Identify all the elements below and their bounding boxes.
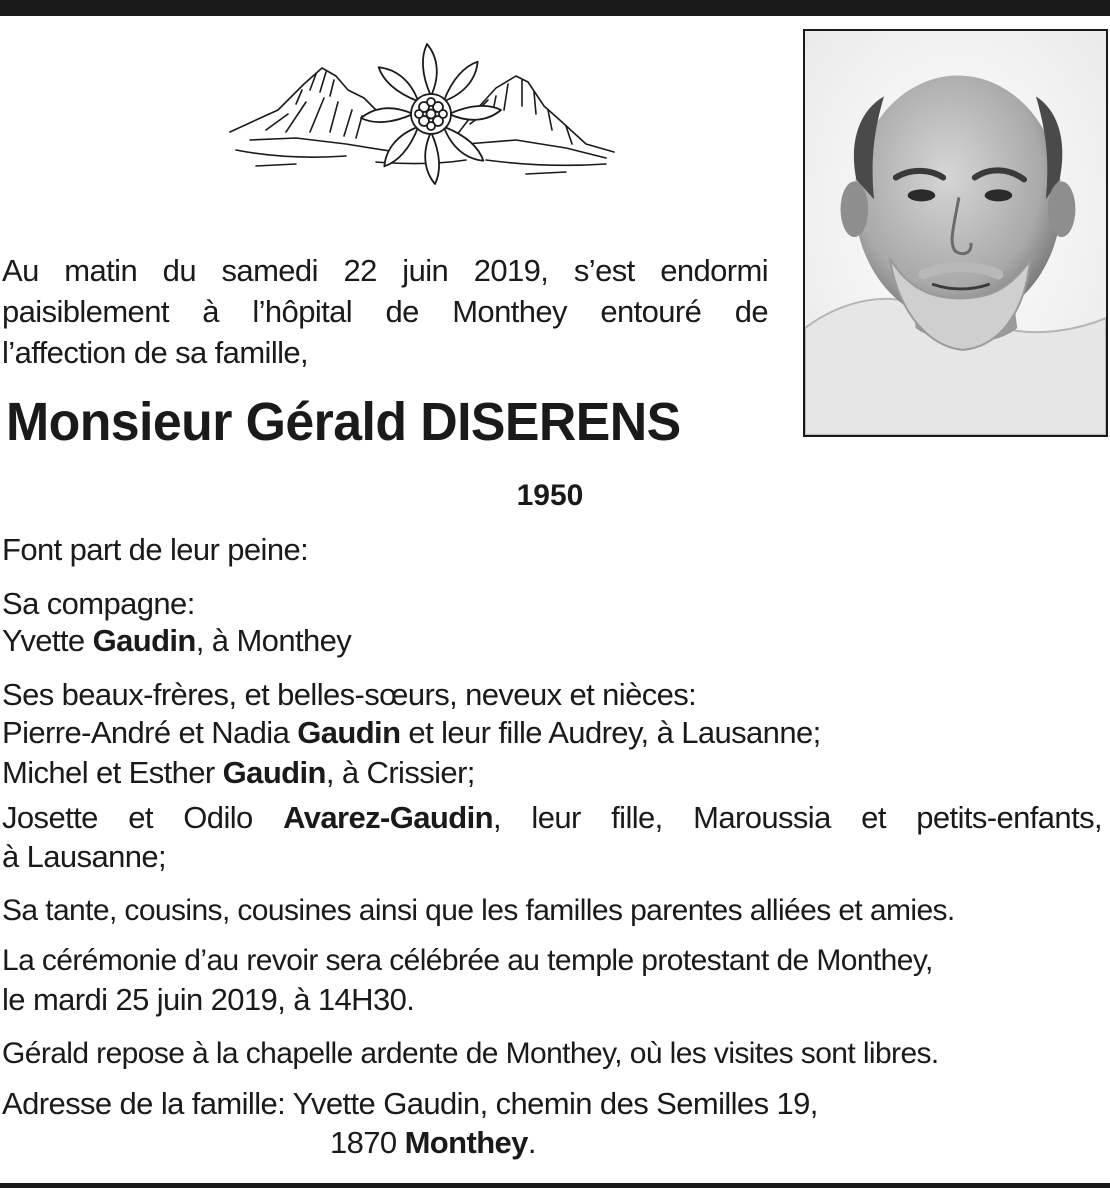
birth-year: 1950 — [516, 479, 584, 512]
visitation-line: Gérald repose à la chapelle ardente de Monthey, où les visites sont libres. — [2, 1037, 939, 1070]
family-row-3-first: Josette et Odilo — [2, 800, 284, 835]
announcement: Font part de leur peine: — [2, 532, 309, 567]
family-row-3-rest: , leur fille, Maroussia et petits-enfants, — [492, 800, 1102, 835]
deceased-name: Monsieur Gérald DISERENS — [6, 392, 681, 452]
ceremony-line-2: le mardi 25 juin 2019, à 14H30. — [2, 982, 415, 1017]
family-row-1-surname: Gaudin — [297, 715, 401, 750]
companion-surname: Gaudin — [92, 623, 196, 658]
address-line-2 — [330, 1124, 536, 1162]
family-row-2-rest: , à Crissier; — [325, 755, 475, 790]
companion-place: , à Monthey — [195, 623, 352, 658]
companion-label: Sa compagne: — [2, 586, 195, 621]
intro-line-2: paisiblement à l’hôpital de Monthey entouré de — [2, 294, 768, 329]
family-row-3-continued: à Lausanne; — [2, 839, 167, 874]
address-end: . — [527, 1125, 536, 1160]
family-label: Ses beaux-frères, et belles-sœurs, neveux et nièces: — [2, 677, 697, 712]
intro-line-1: Au matin du samedi 22 juin 2019, s’est endormi — [2, 253, 768, 288]
portrait-photo — [803, 29, 1108, 437]
relatives-line: Sa tante, cousins, cousines ainsi que les familles parentes alliées et amies. — [2, 894, 955, 927]
address-postcode: 1870 — [330, 1125, 405, 1160]
address-line-1: Adresse de la famille: Yvette Gaudin, chemin des Semilles 19, — [2, 1086, 818, 1121]
family-row-2 — [2, 754, 475, 792]
family-row-3 — [2, 799, 1102, 837]
family-row-1-first: Pierre-André et Nadia — [2, 715, 298, 750]
intro-line-3: l’affection de sa famille, — [2, 335, 309, 370]
bottom-rule — [0, 1183, 1110, 1188]
companion-line — [2, 622, 351, 660]
family-row-1-rest: et leur fille Audrey, à Lausanne; — [400, 715, 821, 750]
family-row-3-surname: Avarez-Gaudin — [283, 800, 493, 835]
family-row-1 — [2, 714, 821, 752]
mountains-edelweiss-icon — [226, 40, 618, 190]
ceremony-line-1: La cérémonie d’au revoir sera célébrée au temple protestant de Monthey, — [2, 944, 933, 977]
family-row-2-surname: Gaudin — [222, 755, 326, 790]
companion-first: Yvette — [2, 623, 93, 658]
family-row-2-first: Michel et Esther — [2, 755, 223, 790]
top-rule — [0, 0, 1110, 16]
intro-paragraph — [2, 250, 768, 373]
address-city: Monthey — [404, 1125, 528, 1160]
